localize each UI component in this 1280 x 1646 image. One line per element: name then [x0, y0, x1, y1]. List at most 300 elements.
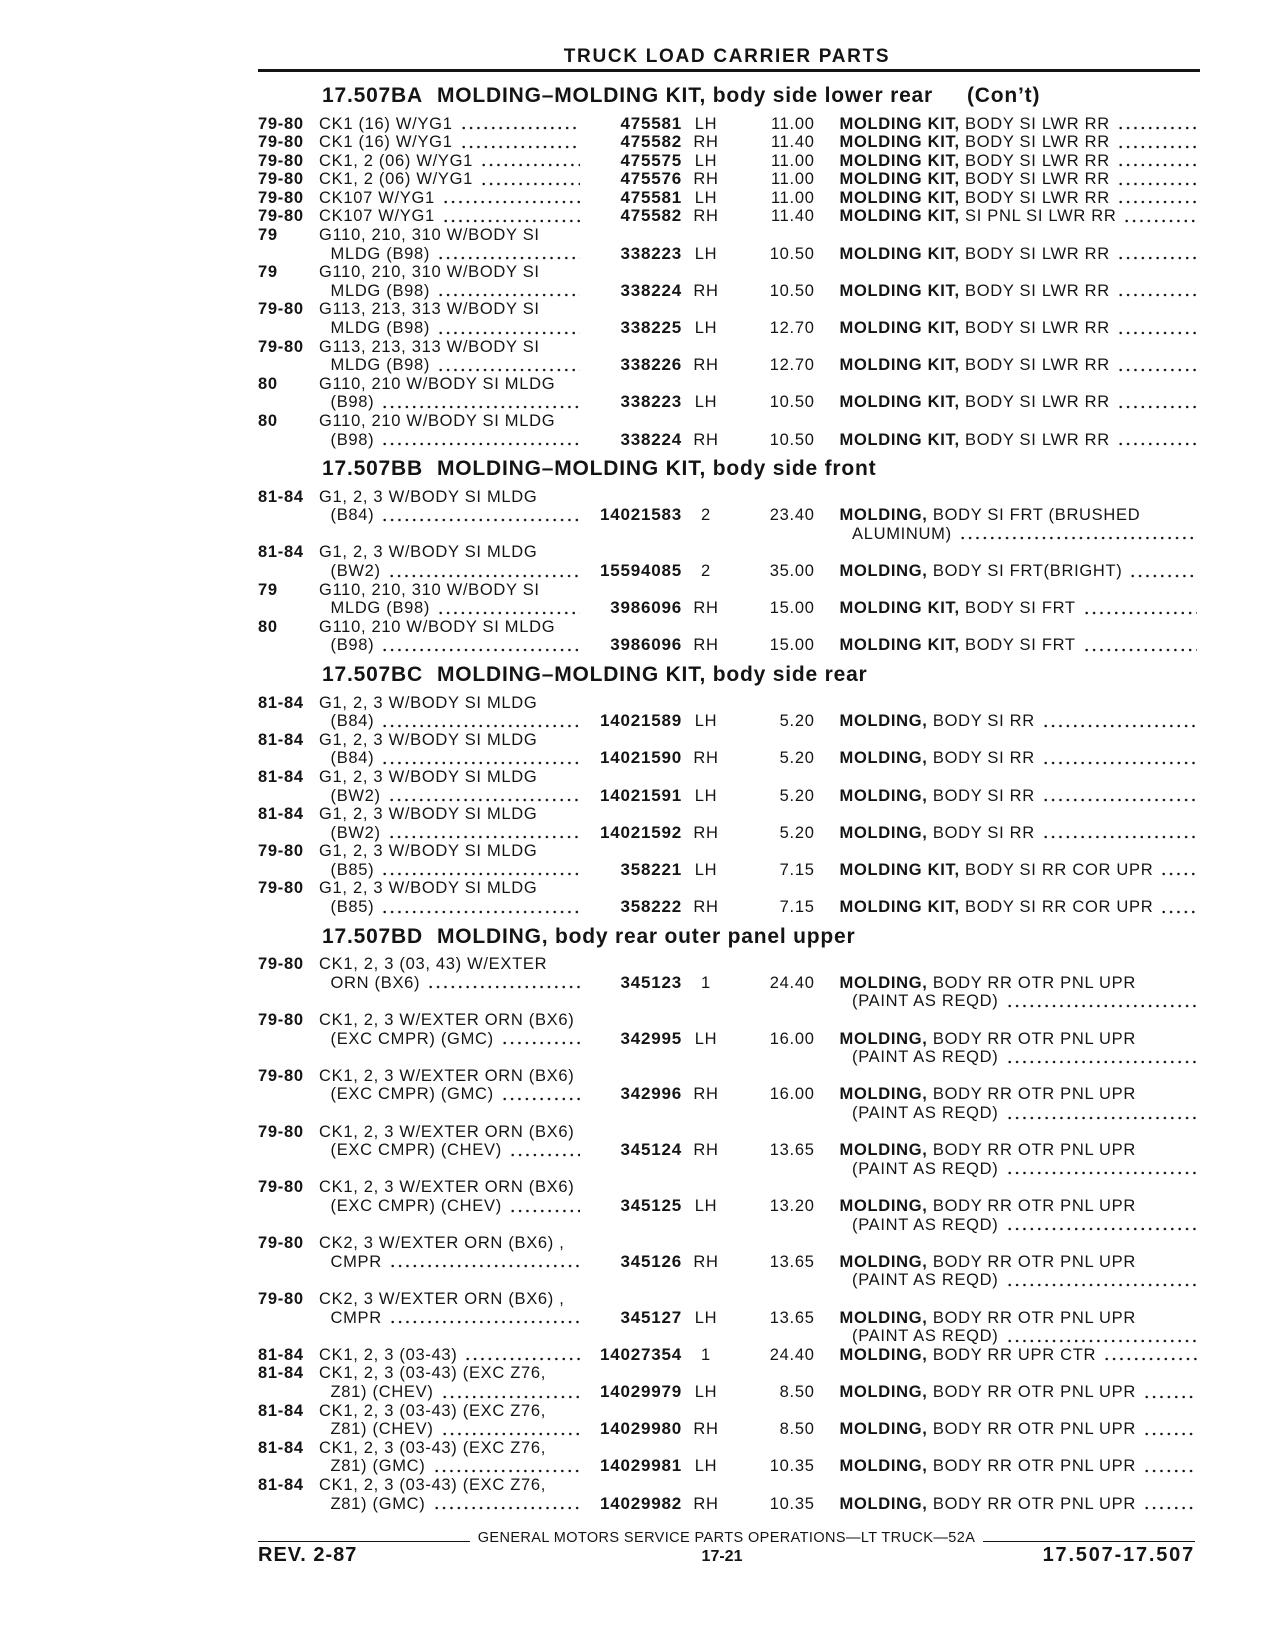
- dot-leader: [480, 170, 580, 189]
- dot-leader: [1117, 431, 1197, 450]
- vehicle-application: [319, 338, 580, 357]
- part-description: [840, 749, 1198, 768]
- vehicle-application-text: Z81) (CHEV): [330, 1420, 434, 1439]
- part-description: [840, 170, 1198, 189]
- vehicle-application-text: ORN (BX6): [330, 973, 421, 992]
- description-label: MOLDING,: [839, 1382, 928, 1401]
- description-text: BODY SI RR: [932, 786, 1035, 805]
- dot-leader: [1042, 749, 1197, 768]
- model-year: 79-80: [258, 151, 304, 170]
- description-text: BODY SI LWR RR: [965, 244, 1110, 263]
- part-row: [258, 226, 1200, 263]
- vehicle-application: [319, 1439, 580, 1458]
- list-price: 13.65: [769, 1308, 815, 1327]
- list-price: 11.00: [771, 170, 815, 189]
- description-label: MOLDING,: [839, 973, 928, 992]
- part-description: [840, 506, 1198, 525]
- vehicle-application-text: (BW2): [330, 823, 381, 842]
- description-text: BODY RR OTR PNL UPR: [932, 1085, 1136, 1104]
- model-year: 81-84: [258, 1438, 304, 1457]
- description-continued-text: (PAINT AS REQD): [852, 1159, 999, 1178]
- part-description: [840, 431, 1198, 450]
- dot-leader: [437, 599, 580, 618]
- vehicle-application-text: (B84): [330, 712, 375, 731]
- model-year: 80: [258, 374, 278, 393]
- vehicle-application-text: CK107 W/YG1: [319, 188, 435, 207]
- part-description: [840, 636, 1198, 655]
- quantity-or-side: RH: [693, 430, 719, 449]
- part-row: [258, 207, 1200, 226]
- part-row: [258, 731, 1200, 768]
- list-price: 23.40: [769, 506, 815, 525]
- vehicle-application: [319, 115, 580, 134]
- section-continued-label: (Con’t): [967, 84, 1041, 107]
- dot-leader: [389, 1309, 580, 1328]
- model-year: 81-84: [258, 1364, 304, 1383]
- section-title: MOLDING–MOLDING KIT, body side lower rear: [436, 84, 933, 107]
- vehicle-application: [331, 824, 581, 843]
- vehicle-application: [319, 879, 580, 898]
- list-price: 16.00: [769, 1085, 815, 1104]
- description-text: BODY SI LWR RR: [965, 393, 1110, 412]
- part-row: [258, 300, 1200, 337]
- vehicle-application: [319, 1402, 580, 1421]
- description-label: MOLDING,: [839, 823, 928, 842]
- list-price: 5.20: [779, 712, 815, 731]
- vehicle-application-text: CK1, 2 (06) W/YG1: [319, 170, 474, 189]
- description-text: BODY SI RR COR UPR: [965, 860, 1154, 879]
- section-code: 17.507BC: [322, 663, 423, 687]
- description-text: BODY RR UPR CTR: [932, 1345, 1097, 1364]
- part-row: [258, 805, 1200, 842]
- vehicle-application: [319, 1290, 580, 1309]
- list-price: 15.00: [769, 599, 815, 618]
- model-year: 81-84: [258, 1345, 304, 1364]
- vehicle-application: [331, 431, 581, 450]
- part-description: [840, 282, 1198, 301]
- description-label: MOLDING KIT,: [839, 207, 960, 226]
- list-price: 10.50: [769, 281, 815, 300]
- vehicle-application: [331, 1383, 581, 1402]
- description-text: BODY RR OTR PNL UPR: [932, 1420, 1136, 1439]
- vehicle-application-text: G1, 2, 3 W/BODY SI MLDG: [319, 879, 538, 898]
- part-description: [840, 1030, 1198, 1049]
- list-price: 24.40: [769, 973, 815, 992]
- vehicle-application: [331, 1457, 581, 1476]
- vehicle-application-text: CK107 W/YG1: [319, 207, 435, 226]
- dot-leader: [1006, 1104, 1198, 1123]
- description-label: MOLDING,: [839, 562, 928, 581]
- model-year: 79-80: [258, 1234, 304, 1253]
- part-row: [258, 1439, 1200, 1476]
- description-text: BODY SI LWR RR: [965, 281, 1110, 300]
- vehicle-application: [319, 226, 580, 245]
- vehicle-application-text: MLDG (B98): [330, 244, 431, 263]
- description-text: BODY SI LWR RR: [965, 170, 1110, 189]
- quantity-or-side: LH: [694, 151, 718, 170]
- dot-leader: [1117, 393, 1197, 412]
- vehicle-application-text: (B98): [330, 636, 375, 655]
- vehicle-application-text: (B84): [330, 749, 375, 768]
- vehicle-application-text: (BW2): [330, 786, 381, 805]
- vehicle-application: [331, 861, 581, 880]
- part-row: [258, 1178, 1200, 1234]
- description-text: BODY RR OTR PNL UPR: [932, 1252, 1136, 1271]
- dot-leader: [1160, 898, 1197, 917]
- part-row: [258, 412, 1200, 449]
- description-text: BODY SI LWR RR: [965, 188, 1110, 207]
- part-row: [258, 1290, 1200, 1346]
- vehicle-application: [331, 1030, 581, 1049]
- model-year: 79-80: [258, 1289, 304, 1308]
- vehicle-application: [319, 768, 580, 787]
- model-year: 79-80: [258, 1122, 304, 1141]
- quantity-or-side: RH: [693, 133, 719, 152]
- part-description-continued: [852, 992, 1197, 1011]
- part-description: [840, 1253, 1198, 1272]
- model-year: 79-80: [258, 133, 304, 152]
- model-year: 79-80: [258, 879, 304, 898]
- description-label: MOLDING KIT,: [839, 860, 960, 879]
- vehicle-application-text: (B85): [330, 860, 375, 879]
- model-year: 81-84: [258, 487, 304, 506]
- dot-leader: [1117, 245, 1197, 264]
- description-text: BODY RR OTR PNL UPR: [932, 1141, 1136, 1160]
- vehicle-application-text: G110, 210, 310 W/BODY SI: [319, 226, 540, 245]
- part-row: [258, 338, 1200, 375]
- description-continued-text: (PAINT AS REQD): [852, 1103, 999, 1122]
- part-row: [258, 1346, 1200, 1365]
- part-description: [840, 133, 1198, 152]
- part-number: 475582: [620, 132, 682, 152]
- list-price: 11.00: [771, 151, 815, 170]
- vehicle-application: [319, 1364, 580, 1383]
- vehicle-application: [319, 133, 580, 152]
- description-label: MOLDING,: [839, 1494, 928, 1513]
- group-range: 17.507-17.507: [1042, 1544, 1195, 1566]
- vehicle-application: [319, 152, 580, 171]
- page-title: TRUCK LOAD CARRIER PARTS: [563, 46, 891, 67]
- part-number: 475581: [620, 187, 682, 207]
- vehicle-application-text: MLDG (B98): [330, 599, 431, 618]
- list-price: 11.40: [771, 133, 815, 152]
- vehicle-application: [331, 599, 581, 618]
- vehicle-application-text: CK1, 2 (06) W/YG1: [319, 151, 474, 170]
- vehicle-application: [319, 618, 580, 637]
- vehicle-application: [319, 955, 580, 974]
- model-year: 79-80: [258, 207, 304, 226]
- section-heading: [258, 76, 1200, 115]
- description-continued-text: (PAINT AS REQD): [852, 1327, 999, 1346]
- list-price: 7.15: [779, 860, 815, 879]
- revision-label: REV. 2-87: [258, 1544, 358, 1566]
- vehicle-application: [331, 1197, 581, 1216]
- model-year: 81-84: [258, 767, 304, 786]
- description-text: BODY RR OTR PNL UPR: [932, 1029, 1136, 1048]
- dot-leader: [437, 356, 580, 375]
- model-year: 80: [258, 617, 278, 636]
- model-year: 79-80: [258, 337, 304, 356]
- dot-leader: [464, 1346, 580, 1365]
- description-label: MOLDING,: [839, 1345, 928, 1364]
- footer-rule-right: [983, 1541, 1195, 1543]
- description-label: MOLDING KIT,: [839, 133, 960, 152]
- vehicle-application: [331, 1085, 581, 1104]
- part-number: 3986096: [610, 635, 682, 655]
- part-description: [840, 562, 1198, 581]
- vehicle-application: [331, 245, 581, 264]
- list-price: 5.20: [779, 823, 815, 842]
- dot-leader: [381, 431, 580, 450]
- dot-leader: [460, 115, 580, 134]
- vehicle-application: [331, 1253, 581, 1272]
- vehicle-application-text: (EXC CMPR) (CHEV): [330, 1196, 502, 1215]
- vehicle-application: [319, 1234, 580, 1253]
- part-row: [258, 694, 1200, 731]
- vehicle-application-text: G110, 210 W/BODY SI MLDG: [319, 617, 556, 636]
- part-row: [258, 1402, 1200, 1439]
- part-row: [258, 375, 1200, 412]
- vehicle-application: [319, 1123, 580, 1142]
- vehicle-application-text: G1, 2, 3 W/BODY SI MLDG: [319, 693, 538, 712]
- dot-leader: [1129, 562, 1197, 581]
- quantity-or-side: RH: [693, 599, 719, 618]
- description-label: MOLDING,: [839, 1029, 928, 1048]
- description-text: BODY SI LWR RR: [965, 151, 1110, 170]
- description-label: MOLDING,: [839, 1196, 928, 1215]
- vehicle-application-text: CK2, 3 W/EXTER ORN (BX6) ,: [319, 1234, 565, 1253]
- description-label: MOLDING KIT,: [839, 188, 960, 207]
- section-heading: [258, 655, 1200, 694]
- vehicle-application-text: G1, 2, 3 W/BODY SI MLDG: [319, 543, 538, 562]
- vehicle-application: [319, 543, 580, 562]
- part-row: [258, 170, 1200, 189]
- vehicle-application: [319, 263, 580, 282]
- part-row: [258, 768, 1200, 805]
- vehicle-application: [319, 581, 580, 600]
- vehicle-application: [319, 805, 580, 824]
- list-price: 8.50: [779, 1382, 815, 1401]
- part-number: 338223: [620, 392, 682, 412]
- section-title: MOLDING–MOLDING KIT, body side front: [436, 457, 877, 481]
- dot-leader: [388, 824, 580, 843]
- part-number: 358222: [620, 897, 682, 917]
- description-text: BODY RR OTR PNL UPR: [932, 1196, 1136, 1215]
- dot-leader: [381, 393, 580, 412]
- part-description-continued: [852, 1271, 1197, 1290]
- dot-leader: [1042, 712, 1197, 731]
- dot-leader: [388, 787, 580, 806]
- parts-listing: [258, 76, 1200, 1513]
- description-text: BODY SI RR: [932, 712, 1035, 731]
- vehicle-application-text: CMPR: [330, 1308, 382, 1327]
- part-row: [258, 189, 1200, 208]
- list-price: 15.00: [769, 636, 815, 655]
- description-label: MOLDING,: [839, 786, 928, 805]
- model-year: 80: [258, 412, 278, 430]
- description-label: MOLDING,: [839, 1141, 928, 1160]
- description-label: MOLDING KIT,: [839, 393, 960, 412]
- vehicle-application: [319, 1067, 580, 1086]
- section-code: 17.507BD: [322, 924, 423, 948]
- model-year: 79-80: [258, 842, 304, 861]
- description-label: MOLDING,: [839, 1457, 928, 1476]
- part-number: 345124: [620, 1140, 682, 1160]
- vehicle-application: [331, 282, 581, 301]
- quantity-or-side: LH: [694, 1029, 718, 1048]
- part-description: [840, 824, 1198, 843]
- part-number: 358221: [620, 859, 682, 879]
- part-description: [840, 393, 1198, 412]
- vehicle-application: [319, 842, 580, 861]
- list-price: 10.50: [769, 430, 815, 449]
- part-row: [258, 152, 1200, 171]
- vehicle-application-text: G1, 2, 3 W/BODY SI MLDG: [319, 730, 538, 749]
- quantity-or-side: RH: [693, 1252, 719, 1271]
- vehicle-application-text: Z81) (GMC): [330, 1494, 426, 1513]
- part-number: 14021589: [599, 711, 682, 731]
- part-description: [840, 974, 1198, 993]
- part-description: [840, 207, 1198, 226]
- vehicle-application-text: CK1, 2, 3 W/EXTER ORN (BX6): [319, 1122, 575, 1141]
- vehicle-application-text: (B98): [330, 430, 375, 449]
- list-price: 11.40: [771, 207, 815, 226]
- vehicle-application-text: CK1 (16) W/YG1: [319, 114, 453, 133]
- part-number: 342995: [620, 1028, 682, 1048]
- part-description: [840, 1309, 1198, 1328]
- part-number: 3986096: [610, 598, 682, 618]
- model-year: 81-84: [258, 805, 304, 824]
- dot-leader: [442, 189, 580, 208]
- vehicle-application: [331, 319, 581, 338]
- quantity-or-side: LH: [694, 188, 718, 207]
- part-number: 345123: [620, 972, 682, 992]
- part-number: 338223: [620, 243, 682, 263]
- vehicle-application-text: (B84): [330, 506, 375, 525]
- description-text: BODY RR OTR PNL UPR: [932, 1457, 1136, 1476]
- vehicle-application: [331, 787, 581, 806]
- part-row: [258, 115, 1200, 134]
- vehicle-application: [331, 1495, 581, 1514]
- part-description: [840, 861, 1198, 880]
- dot-leader: [437, 319, 580, 338]
- vehicle-application-text: CMPR: [330, 1252, 382, 1271]
- dot-leader: [381, 636, 580, 655]
- vehicle-application: [331, 1420, 581, 1439]
- quantity-or-side: LH: [694, 319, 718, 338]
- description-text: BODY SI LWR RR: [965, 356, 1110, 375]
- vehicle-application-text: CK1, 2, 3 (03, 43) W/EXTER: [319, 955, 548, 974]
- model-year: 79-80: [258, 1178, 304, 1197]
- description-label: MOLDING KIT,: [839, 281, 960, 300]
- part-number: 14021590: [599, 748, 682, 768]
- quantity-or-side: RH: [693, 281, 719, 300]
- vehicle-application: [319, 1476, 580, 1495]
- description-continued-text: ALUMINUM): [852, 524, 952, 543]
- section-title: MOLDING–MOLDING KIT, body side rear: [436, 663, 868, 687]
- part-row: [258, 879, 1200, 916]
- quantity-or-side: RH: [693, 823, 719, 842]
- list-price: 11.00: [771, 188, 815, 207]
- list-price: 16.00: [769, 1029, 815, 1048]
- dot-leader: [509, 1197, 580, 1216]
- quantity-or-side: LH: [694, 244, 718, 263]
- list-price: 35.00: [769, 562, 815, 581]
- vehicle-application-text: Z81) (CHEV): [330, 1382, 434, 1401]
- part-number: 475575: [620, 150, 682, 170]
- vehicle-application: [319, 488, 580, 507]
- part-description: [840, 245, 1198, 264]
- dot-leader: [480, 152, 580, 171]
- part-description-continued: [852, 1216, 1197, 1235]
- dot-leader: [1083, 636, 1197, 655]
- part-number: 342996: [620, 1084, 682, 1104]
- description-text: BODY RR OTR PNL UPR: [932, 1494, 1136, 1513]
- part-row: [258, 955, 1200, 1011]
- quantity-or-side: RH: [693, 1141, 719, 1160]
- dot-leader: [1143, 1495, 1197, 1514]
- list-price: 12.70: [769, 356, 815, 375]
- vehicle-application: [331, 562, 581, 581]
- description-continued-text: (PAINT AS REQD): [852, 992, 999, 1011]
- description-label: MOLDING,: [839, 506, 928, 525]
- part-row: [258, 1364, 1200, 1401]
- section-code: 17.507BA: [322, 84, 423, 107]
- section-heading: [258, 917, 1200, 956]
- vehicle-application-text: CK1 (16) W/YG1: [319, 133, 453, 152]
- description-label: MOLDING,: [839, 1420, 928, 1439]
- vehicle-application: [319, 189, 580, 208]
- part-number: 338226: [620, 355, 682, 375]
- model-year: 79-80: [258, 170, 304, 189]
- model-year: 79-80: [258, 188, 304, 207]
- dot-leader: [433, 1457, 581, 1476]
- part-row: [258, 1234, 1200, 1290]
- vehicle-application-text: (B98): [330, 393, 375, 412]
- page-number: 17-21: [701, 1548, 743, 1565]
- footer-publisher: GENERAL MOTORS SERVICE PARTS OPERATIONS—LT TRUCK—52A: [477, 1530, 976, 1546]
- part-number: 14029982: [599, 1493, 682, 1513]
- quantity-or-side: LH: [694, 114, 718, 133]
- model-year: 79: [258, 580, 278, 599]
- dot-leader: [1117, 133, 1197, 152]
- part-row: [258, 842, 1200, 879]
- vehicle-application-text: CK2, 3 W/EXTER ORN (BX6) ,: [319, 1289, 565, 1308]
- description-text: BODY SI FRT(BRIGHT): [932, 562, 1123, 581]
- vehicle-application-text: (BW2): [330, 562, 381, 581]
- part-description: [840, 319, 1198, 338]
- dot-leader: [1083, 599, 1197, 618]
- description-label: MOLDING KIT,: [839, 636, 960, 655]
- description-text: BODY SI FRT: [965, 636, 1076, 655]
- quantity-or-side: LH: [694, 1308, 718, 1327]
- quantity-or-side: RH: [693, 170, 719, 189]
- dot-leader: [433, 1495, 581, 1514]
- dot-leader: [441, 1420, 580, 1439]
- model-year: 81-84: [258, 1475, 304, 1494]
- dot-leader: [1117, 282, 1197, 301]
- section-title: MOLDING, body rear outer panel upper: [436, 924, 856, 948]
- quantity-or-side: RH: [693, 1085, 719, 1104]
- part-number: 338224: [620, 280, 682, 300]
- model-year: 79-80: [258, 300, 304, 319]
- dot-leader: [442, 207, 580, 226]
- model-year: 79-80: [258, 1066, 304, 1085]
- vehicle-application-text: G113, 213, 313 W/BODY SI: [319, 300, 540, 319]
- vehicle-application-text: CK1, 2, 3 (03-43) (EXC Z76,: [319, 1364, 547, 1383]
- description-text: BODY SI LWR RR: [965, 319, 1110, 338]
- vehicle-application: [319, 1178, 580, 1197]
